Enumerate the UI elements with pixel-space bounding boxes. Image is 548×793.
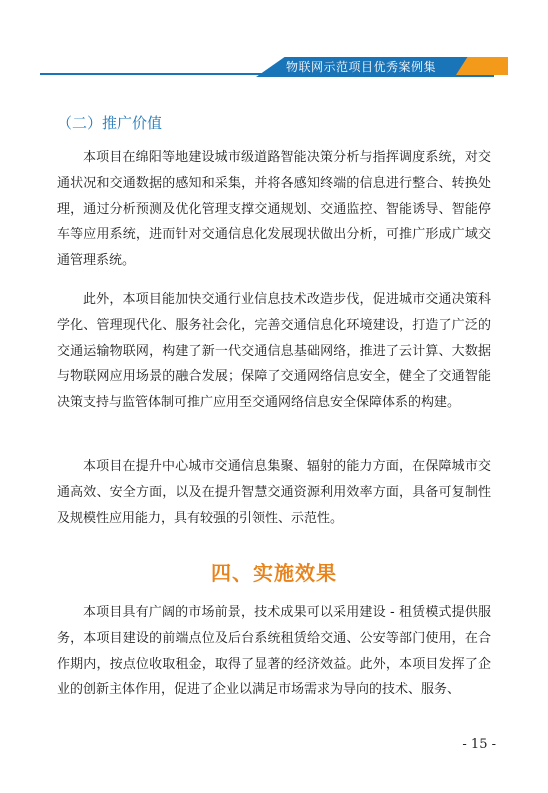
paragraph-2: 此外，本项目能加快交通行业信息技术改造步伐，促进城市交通决策科学化、管理现代化、服务社会化，完善交通信息化环境建设，打造了广泛的交通运输物联网，构建了新一代交通信息基础网络，推进了云计算、大数据与物联网应用场景的融合发展；保障了交通网络信息安全，健全了交通智能决策支持与监管体制可推广应用至交通网络信息安全保障体系的构建。 <box>57 292 491 411</box>
paragraph-3: 本项目在提升中心城市交通信息集聚、辐射的能力方面，在保障城市交通高效、安全方面，以及在提升智慧交通资源利用效率方面，具备可复制性及规模性应用能力，具有较强的引领性、示范性。 <box>57 459 491 526</box>
section-title: 四、实施效果 <box>211 561 337 585</box>
subsection-heading: （二）推广价值 <box>57 114 163 132</box>
section-paragraph-1: 本项目具有广阔的市场前景，技术成果可以采用建设 - 租赁模式提供服务，本项目建设的前端点位及后台系统租赁给交通、公安等部门使用，在合作期内，按点位收取租金，取得了显著的经济效益。此外，本项目发挥了企业的创新主体作用，促进了企业以满足市场需求为导向的技术、服务、 <box>57 605 491 698</box>
paragraph-1: 本项目在绵阳等地建设城市级道路智能决策分析与指挥调度系统，对交通状况和交通数据的感知和采集，并将各感知终端的信息进行整合、转换处理，通过分析预测及优化管理支撑交通规划、交通监控、智能诱导、智能停车等应用系统，进而针对交通信息化发展现状做出分析，可推广形成广域交通管理系统。 <box>57 150 491 269</box>
running-header-title: 物联网示范项目优秀案例集 <box>286 60 437 74</box>
page-number: - 15 - <box>462 737 496 752</box>
